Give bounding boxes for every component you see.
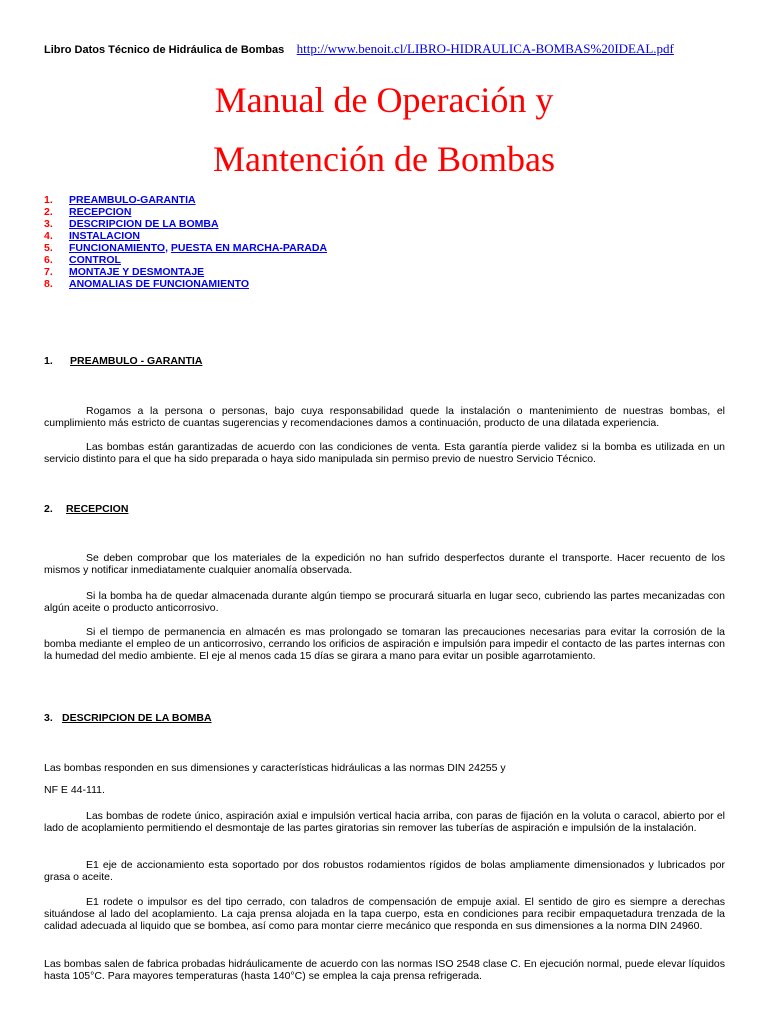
section-heading-1 [44,355,202,367]
toc-separator: , [165,242,171,254]
toc-link-preambulo-garantia[interactable]: PREAMBULO-GARANTIA [69,194,196,206]
section-2-paragraph-1: Se deben comprobar que los materiales de la expedición no han sufrido desperfectos durante el transporte. Hacer recuento de los mismos y notificar inmediatamente cualquier anomalía observada. [44,552,725,576]
section-3-paragraph-3: Las bombas de rodete único, aspiración axial e impulsión vertical hacia arriba, con paras de fijación en la voluta o caracol, abierto por el lado de acoplamiento permitiendo el desmontaje de las partes giratorias sin remover las tuberías de aspiración e impulsión de la instalación. [44,810,725,834]
header-label: Libro Datos Técnico de Hidráulica de Bombas [44,44,285,56]
toc-link-group-funcionamiento [69,242,327,254]
toc-item-1 [44,194,744,206]
toc-link-puesta-en-marcha[interactable]: PUESTA EN MARCHA-PARADA [170,242,328,254]
page-title-line1: Manual de Operación y [214,80,554,120]
toc-number: 5. [44,242,53,254]
toc-item-3 [44,218,744,230]
section-3-paragraph-6: Las bombas salen de fabrica probadas hidráulicamente de acuerdo con las normas ISO 2548 clase C. En ejecución normal, puede elevar líquidos hasta 105°C. Para mayores temperaturas (hasta 140°C) se emplea la caja prensa refrigerada. [44,958,725,982]
section-number: 3. [44,712,53,724]
toc-link-instalacion[interactable]: INSTALACION [69,230,140,242]
section-title: RECEPCION [66,503,129,515]
toc-number: 7. [44,266,53,278]
section-3-paragraph-1: Las bombas responden en sus dimensiones y características hidráulicas a las normas DIN 24255 y [44,762,506,774]
toc-link-recepcion[interactable]: RECEPCION [69,206,132,218]
page-header [44,40,744,58]
toc-link-descripcion[interactable]: DESCRIPCION DE LA BOMBA [69,218,219,230]
toc-item-6 [44,254,744,266]
section-heading-2 [44,503,128,515]
table-of-contents [44,194,744,290]
section-2-paragraph-2: Si la bomba ha de quedar almacenada durante algún tiempo se procurará situarla en lugar seco, cubriendo las partes mecanizadas con algún aceite o producto anticorrosivo. [44,590,725,614]
section-title: DESCRIPCION DE LA BOMBA [62,712,212,724]
toc-item-7 [44,266,744,278]
section-number: 1. [44,355,53,367]
toc-link-anomalias[interactable]: ANOMALIAS DE FUNCIONAMIENTO [69,278,250,290]
toc-link-funcionamiento[interactable]: FUNCIONAMIENTO [69,242,166,254]
toc-item-4 [44,230,744,242]
section-title: PREAMBULO - GARANTIA [70,355,203,367]
section-number: 2. [44,503,53,515]
toc-number: 3. [44,218,53,230]
toc-number: 6. [44,254,53,266]
section-3-paragraph-2: NF E 44-111. [44,784,105,796]
toc-number: 1. [44,194,53,206]
page-title-line2: Mantención de Bombas [213,139,555,179]
section-heading-3 [44,712,212,724]
section-3-paragraph-5: E1 rodete o impulsor es del tipo cerrado, con taladros de compensación de empuje axial. El sentido de giro es siempre a derechas situándose al lado del acoplamiento. La caja prensa alojada en la tapa cuerpo, esta en condiciones para recibir empaquetadura trenzada de la calidad adecuada al liquido que se bombea, así como para montar cierre mecánico que responda en sus dimensiones a la norma DIN 24960. [44,896,725,932]
toc-number: 8. [44,278,53,290]
section-1-paragraph-1: Rogamos a la persona o personas, bajo cuya responsabilidad quede la instalación o mantenimiento de nuestras bombas, el cumplimiento más estricto de cuantas sugerencias y recomendaciones damos a continuación, producto de una dilatada experiencia. [44,405,725,429]
section-1-paragraph-2: Las bombas están garantizadas de acuerdo con las condiciones de venta. Esta garantía pierde validez si la bomba es utilizada en un servicio distinto para el que ha sido preparada o haya sido manipulada sin permiso previo de nuestro Servicio Técnico. [44,441,725,465]
section-2-paragraph-3: Si el tiempo de permanencia en almacén es mas prolongado se tomaran las precauciones necesarias para evitar la corrosión de la bomba mediante el empleo de un anticorrosivo, cerrando los orificios de aspiración e impulsión para impedir el contacto de las partes internas con la humedad del medio ambiente. El eje al menos cada 15 días se girara a mano para evitar un posible agarrotamiento. [44,626,725,662]
toc-link-montaje[interactable]: MONTAJE Y DESMONTAJE [69,266,205,278]
section-3-paragraph-4: E1 eje de accionamiento esta soportado por dos robustos rodamientos rígidos de bolas ampliamente dimensionados y lubricados por grasa o aceite. [44,859,725,883]
toc-link-control[interactable]: CONTROL [69,254,121,266]
toc-item-2 [44,206,744,218]
source-url-link[interactable]: http://www.benoit.cl/LIBRO-HIDRAULICA-BOMBAS%20IDEAL.pdf [296,41,674,56]
toc-item-8 [44,278,744,290]
toc-item-5 [44,242,744,254]
toc-number: 2. [44,206,53,218]
toc-number: 4. [44,230,53,242]
